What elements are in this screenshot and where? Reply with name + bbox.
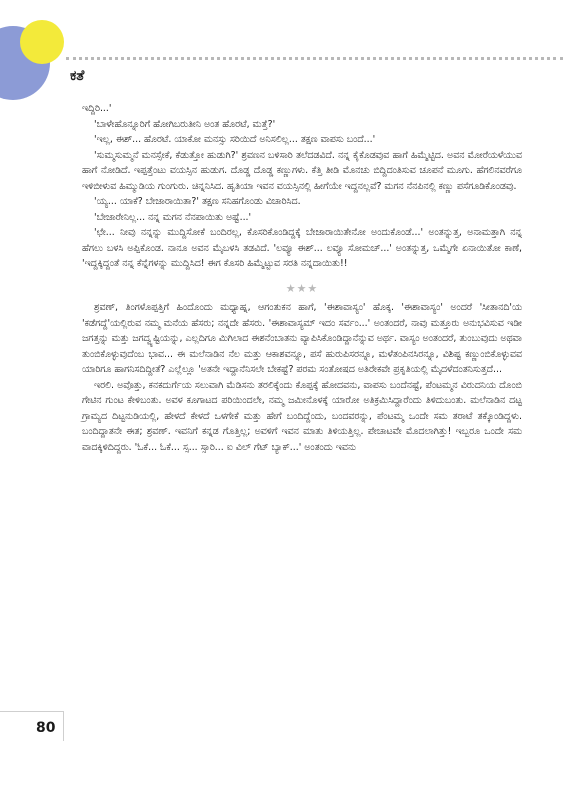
paragraph: 'ಯ್ಯ... ಯಾಕೆ? ಬೇಜಾರಾಯಿತಾ?' ತಕ್ಷಣ ಸನಿಹಗೊಂಡು ವಿಚಾರಿಸಿದ. — [94, 196, 301, 207]
page-number: 80 — [36, 720, 56, 736]
page-number-rule — [0, 711, 63, 712]
story-body — [82, 101, 522, 455]
header-dotted-rule — [66, 57, 563, 60]
section-label: ಕತೆ — [70, 68, 85, 84]
paragraph: 'ಸುಮ್ಮಸುಮ್ಮನೆ ಮನಸ್ಸೇಕೆ, ಕೆಡುತ್ತೋ ಹುಡುಗಿ?' ಶ್ರವಣನ ಬಳಿಸಾರಿ ತಲೆದಡವಿದೆ. ನನ್ನ ಕೈಕೊಡವುವ ಹಾಗೆ ಹಿಮ್ಮೆಟ್ಟಿದ. ಅವನ ಮೋರೆಯಳೆಯುವ ಹಾಗೆ ನೋಡಿದೆ. ಇಪ್ಪತ್ತೆಂಟು ವಯಸ್ಸಿನ ಹುಡುಗ. ದೊಡ್ಡ ದೊಡ್ಡ ಕಣ್ಣುಗಳು. ಕೆತ್ತಿ ತೀಡಿ ಮೊನಚು ಬಿದ್ದಿದಂತಿಸುವ ಚೂಪನೆ ಮೂಗು. ಹೆಗಲಿನವರೆಗೂ ಇಳಿಬೀಳುವ ಹಿಮ್ಮುಡಿಯ ಗುಂಗುರು. ಚಿನ್ನನಿಸಿದ. ಹೃತಿಯಾ ಇವನ ವಯಸ್ಸಿನಲ್ಲಿ ಹೀಗೆಯೇ ಇದ್ದನಲ್ಲವೆ? ಮಗನ ನೆನಪಿನಲ್ಲಿ ಕಣ್ಣು ಪಸೆಗೂಡಿಕೊಂಡವು. — [82, 149, 522, 192]
paragraph: ಶ್ರವಣ್, ತಿಂಗಳೊಪ್ಪತ್ತಿಗೆ ಹಿಂದೊಂದು ಮಧ್ಯಾಹ್ನ, ಆಗಂತುಕನ ಹಾಗೆ, 'ಈಶಾವಾಸ್ಯಂ' ಹೊಕ್ಕ. 'ಈಶಾವಾಸ್ಯಂ' ಅಂದರೆ 'ಸೀತಾನದಿ'ಯ 'ಕಡೆಗದ್ದೆ'ಯಲ್ಲಿರುವ ನಮ್ಮ ಮನೆಯ ಹೆಸರು; ನನ್ನದೇ ಹೆಸರು. 'ಈಶಾವಾಸ್ಯಮ್ ಇದಂ ಸರ್ವಂ...' ಅಂತಂದರೆ, ನಾವು ಮತ್ತೂರು ಅನುಭವಿಸುವ ಇಡೀ ಜಗತ್ತನ್ನು ಮತ್ತು ಜಗದ್ವ್ಯಷ್ಟಿಯನ್ನು, ಎಲ್ಲದಿಗೂ ಮಿಗಿಲಾದ ಈಶನೆಂಬಾತನು ವ್ಯಾಪಿಸಿಕೊಂಡಿದ್ದಾನೆನ್ನುವ ಅರ್ಥ. ವಾಸ್ಯಂ ಅಂತಂದರೆ, ತುಂಬುವುದು ಅಥವಾ ತುಂಬಿಕೊಳ್ಳುವುದೆಂಬ ಭಾವ... ಈ ಮಲೆನಾಡಿನ ನೆಲ ಮತ್ತು ಆಕಾಶವನ್ನೂ, ಪಸೆ ಹುರುಪಿಸರನ್ನೂ, ಮಳೆತಂಪಿನಸಿರನ್ನೂ, ವಿಶಿಷ್ಟ ಕಣ್ಣುಂಬಿಕೊಳ್ಳುವವ ಯಾರಿಗೂ ಹಾಗನಿಸದಿದ್ದೀತೆ? ಎಲ್ಲೆಲ್ಲೂ 'ಅತನೇ ಇದ್ದಾನೆನಿಸಲೇ ಬೇಕಷ್ಟೆ? ಪರಮ ಸಂತೋಷದ ಅತಿರೇಕವೇ ಪ್ರಕೃತಿಯಲ್ಲಿ ಮೈದಳೆದಂತನಿಸುತ್ತದೆ... — [82, 302, 522, 375]
paragraph: 'ಬೇಜಾರೇನಿಲ್ಲ... ನನ್ನ ಮಗನ ನೆನಪಾಯಿತು ಅಷ್ಟೆ...' — [94, 211, 252, 223]
paragraph: ಇರಲಿ. ಅವೊತ್ತು, ಕನಕದುರ್ಗೆಯ ಸಲುವಾಗಿ ಮೆಡಿಸನು ತರಲಿಕ್ಕೆಂದು ಕೊಪ್ಪಕ್ಕೆ ಹೋದವನು, ವಾಪಸು ಬಂದೆನಷ್ಟೆ, ಪೆಂಟಮ್ಮನ ವಿರುದನಿಯ ದೊಂಬಿ ಗೇಟಿನ ಗುಂಟ ಕೇಳಿಬಂತು. ಅವಳ ಕೂಗಾಟದ ಪರಿಯಿಂದಲೇ, ನಮ್ಮ ಜಮೀನೊಳಕ್ಕೆ ಯಾರೋ ಅತಿಕ್ರಮಿಸಿದ್ದಾರೆಂದು ತಿಳಿದುಬಂತು. ಮಲೆನಾಡಿನ ದಟ್ಟ ಗ್ರಾಮ್ಯದ ದಿಟ್ಟನುಡಿಯಲ್ಲಿ, ಹೇಳದೆ ಕೇಳದೆ ಒಳಗೇಕೆ ಮತ್ತು ಹೇಗೆ ಬಂದಿದ್ದೆಂದು, ಬಂದವರನ್ನು, ಪೆಂಟಮ್ಮ ಒಂದೇ ಸಮ ತರಾಟೆ ತಕ್ಕೊಂಡಿದ್ದಳು. ಬಂದಿದ್ದಾತನೇ ಈತ; ಶ್ರವಣ್. ಇವನಿಗೆ ಕನ್ನಡ ಗೊತ್ತಿಲ್ಲ; ಅವಳಿಗೆ ಇವನ ಮಾತು ತಿಳಿಯತ್ತಿಲ್ಲ. ಪೇಚಾಟವೇ ಮೊದಲಾಗಿತ್ತು! ಇಬ್ಬರೂ ಒಂದೇ ಸಮ ವಾದಕ್ಕಿಳಿದಿದ್ದರು. 'ಓಕೆ... ಓಕೆ... ಸ್ಸ... ಸ್ಸಾರಿ... ಐ ವಿಲ್ ಗೆಟ್ ಬ್ಯಾಕ್...' ಅಂತಂದು ಇವನು — [82, 379, 522, 453]
section-divider-stars: ★★★ — [285, 281, 319, 295]
paragraph: 'ಬಾಳೇಹೊನ್ನೂರಿಗೆ ಹೋಗಿಬರುತೀನಿ ಅಂತ ಹೊರಟೆ, ಮತ್ತೆ?' — [94, 118, 276, 130]
decorative-yellow-circle — [20, 20, 64, 64]
paragraph: ಇದ್ದಿರಿ...' — [82, 103, 112, 114]
paragraph: 'ಛೇ... ನೀವು ನನ್ನನ್ನು ಮುದ್ದಿಸೋಕೆ ಬಂದಿರಲ್ಲ, ಕೊಸರಿಕೊಂಡಿದ್ದಕ್ಕೆ ಬೇಜಾರಾಯಿತೇನೋ ಅಂದುಕೊಂಡೆ...' ಅಂತನ್ನುತ್ತ, ಅನಾಮತ್ತಾಗಿ ನನ್ನ ಹೆಗಲು ಬಳಸಿ ಅಪ್ಪಿಕೊಂಡ. ನಾನೂ ಅವನ ಮೈಬಳಸಿ ತಡವಿದೆ. 'ಲವ್ಯೂ ಈಶ್... ಲವ್ಯೂ ಸೋಮಚ್...' ಅಂತನ್ನುತ್ತ, ಒಮ್ಮೆಗೇ ಏನಾಯಿತೋ ಕಾಣೆ, 'ಇದ್ದಕ್ಕಿದ್ದಂತೆ ನನ್ನ ಕೆನ್ನೆಗಳನ್ನು ಮುದ್ದಿಸಿದ! ಈಗ ಕೊಸರಿ ಹಿಮ್ಮೆಟ್ಟುವ ಸರತಿ ನನ್ನದಾಯಿತು!! — [82, 227, 522, 269]
paragraph: 'ಇಲ್ಲ, ಈಶ್... ಹೊರಟೆ. ಯಾಕೋ ಮನಸ್ಸು ಸರಿಯಿದೆ ಅನಿಸಲಿಲ್ಲ... ತಕ್ಷಣ ವಾಪಸು ಬಂದೆ...' — [94, 134, 376, 145]
page-number-rule-vertical — [63, 711, 64, 741]
